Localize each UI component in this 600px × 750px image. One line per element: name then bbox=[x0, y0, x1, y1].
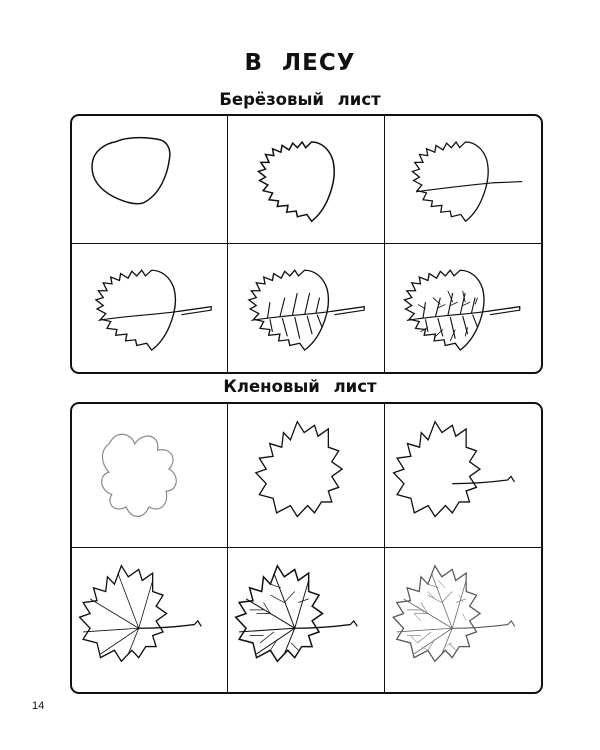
birch-leaf-icon bbox=[385, 244, 541, 372]
birch-step-4 bbox=[72, 244, 228, 372]
birch-step-5 bbox=[228, 244, 384, 372]
birch-step-1 bbox=[72, 116, 228, 244]
birch-leaf-icon bbox=[72, 244, 227, 372]
birch-steps-panel bbox=[70, 114, 543, 374]
birch-section-title: Берёзовый лист bbox=[219, 90, 381, 109]
birch-leaf-icon bbox=[72, 116, 227, 243]
maple-steps-panel bbox=[70, 402, 543, 694]
maple-leaf-icon bbox=[385, 404, 541, 547]
birch-leaf-icon bbox=[228, 116, 383, 243]
birch-step-2 bbox=[228, 116, 384, 244]
maple-step-2 bbox=[228, 404, 384, 548]
maple-section-title: Кленовый лист bbox=[223, 377, 377, 396]
maple-leaf-icon bbox=[72, 404, 227, 547]
birch-leaf-icon bbox=[385, 116, 541, 243]
maple-step-1 bbox=[72, 404, 228, 548]
maple-step-5 bbox=[228, 548, 384, 692]
maple-leaf-icon bbox=[228, 548, 383, 692]
maple-step-6 bbox=[385, 548, 541, 692]
maple-step-4 bbox=[72, 548, 228, 692]
page-number: 14 bbox=[32, 700, 45, 712]
maple-leaf-icon bbox=[385, 548, 541, 692]
maple-leaf-icon bbox=[228, 404, 383, 547]
maple-step-3 bbox=[385, 404, 541, 548]
birch-leaf-icon bbox=[228, 244, 383, 372]
page-title: В ЛЕСУ bbox=[244, 50, 356, 76]
maple-leaf-icon bbox=[72, 548, 227, 692]
birch-step-3 bbox=[385, 116, 541, 244]
birch-step-6 bbox=[385, 244, 541, 372]
